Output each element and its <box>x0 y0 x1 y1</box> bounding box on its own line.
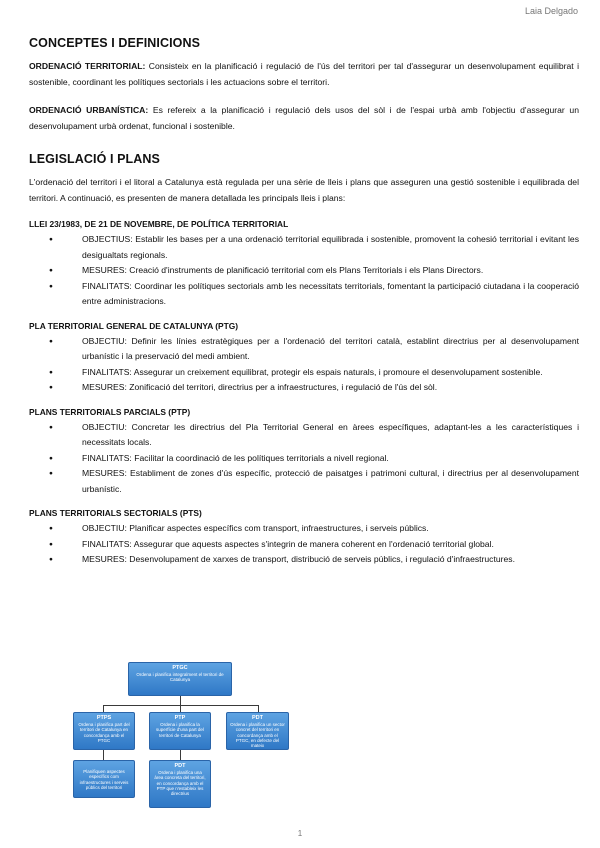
list-item: ● FINALITATS: Facilitar la coordinació de les polítiques territorials a nivell regional. <box>29 451 579 467</box>
document-body <box>29 36 579 568</box>
box-title: PDT <box>252 715 263 721</box>
term-label: ORDENACIÓ TERRITORIAL: <box>29 61 146 71</box>
law-item-list <box>29 334 579 396</box>
term-label: ORDENACIÓ URBANÍSTICA: <box>29 105 149 115</box>
list-item: ● FINALITATS: Coordinar les polítiques sectorials amb les necessitats territorials, fomentant la participació ciutadana i la cooperació entre administracions. <box>29 279 579 310</box>
box-text: Ordena i planifica la superfície d'una part del territori de Catalunya <box>156 722 204 738</box>
diagram-box-sectorial <box>73 760 135 798</box>
definition-urbanistic <box>29 103 579 134</box>
connector-line <box>103 750 104 760</box>
diagram-box-ptp <box>149 712 211 750</box>
connector-line <box>258 705 259 712</box>
law-block-pts <box>29 506 579 568</box>
list-item: ● MESURES: Creació d'instruments de planificació territorial com els Plans Territorials i els Plans Directors. <box>29 263 579 279</box>
list-item: ● FINALITATS: Assegurar un creixement equilibrat, protegir els espais naturals, i promoure el desenvolupament sostenible. <box>29 365 579 381</box>
law-title: PLA TERRITORIAL GENERAL DE CATALUNYA (PTG) <box>29 320 239 331</box>
list-item: ● MESURES: Desenvolupament de xarxes de transport, distribució de serveis públics, i regulació d'infraestructures. <box>29 552 579 568</box>
page-number: 1 <box>297 829 303 838</box>
law-item-list <box>29 420 579 498</box>
connector-line <box>180 705 181 712</box>
law-item-list <box>29 232 579 310</box>
box-text: Ordena i planifica part del territori de Catalunya en concordança amb el PTGC <box>78 722 130 743</box>
term-definition: Es refereix a la planificació i regulació dels usos del sòl i de l'espai urbà amb l'objectiu d'assegurar un desenvolupament urbà ordenat, funcional i sostenible. <box>29 105 579 131</box>
planning-hierarchy-diagram <box>73 662 289 810</box>
list-item: ● OBJECTIU: Planificar aspectes específics com transport, infraestructures, i serveis públics. <box>29 521 579 537</box>
box-title: PTGC <box>172 665 188 671</box>
box-text: Ordena i planifica una àrea concreta del territori, en concordança amb el PTP que n'estableix les directrius <box>154 770 206 797</box>
diagram-box-ptps <box>73 712 135 750</box>
list-item: ● MESURES: Zonificació del territori, directrius per a infraestructures, i regulació de l'ús del sòl. <box>29 380 579 396</box>
diagram-box-ptgc <box>128 662 232 696</box>
diagram-box-pdt-right <box>226 712 289 750</box>
law-block-llei-23-1983 <box>29 217 579 310</box>
definition-territorial <box>29 59 579 90</box>
author-name: Laia Delgado <box>524 6 578 16</box>
section-title-concepts: CONCEPTES I DEFINICIONS <box>29 36 201 50</box>
list-item: ● MESURES: Establiment de zones d'ús específic, protecció de paisatges i patrimoni cultural, i directrius per al desenvolupament urbanístic. <box>29 466 579 497</box>
law-title: PLANS TERRITORIALS SECTORIALS (PTS) <box>29 508 202 518</box>
list-item: ● OBJECTIU: Concretar les directrius del Pla Territorial General en àrees específiques, adaptant-les a les característiques i necessitats locals. <box>29 420 579 451</box>
law-item-list <box>29 521 579 568</box>
box-text: Ordena i planifica integralment el territori de Catalunya <box>136 672 224 683</box>
legislation-intro: L'ordenació del territori i el litoral a Catalunya està regulada per una sèrie de lleis i plans que asseguren una gestió sostenible i equilibrada del territori. A continuació, es presenten de manera detallada les principals lleis i plans: <box>29 177 579 203</box>
box-title: PDT <box>174 763 186 769</box>
box-title: PTPS <box>96 715 112 721</box>
list-item: ● OBJECTIU: Definir les línies estratègiques per a l'ordenació del territori català, establint directrius per al desenvolupament urbanístic i la preservació del medi ambient. <box>29 334 579 365</box>
list-item: ● FINALITATS: Assegurar que aquests aspectes s'integrin de manera coherent en l'ordenació territorial global. <box>29 537 579 553</box>
term-definition: Consisteix en la planificació i regulació de l'ús del territori per tal d'assegurar un desenvolupament equilibrat i sostenible, coordinant les polítiques sectorials i les actuacions sobre el territori. <box>29 61 579 87</box>
law-title: LLEI 23/1983, DE 21 DE NOVEMBRE, DE POLÍTICA TERRITORIAL <box>29 219 289 229</box>
list-item: ● OBJECTIUS: Establir les bases per a una ordenació territorial equilibrada i sostenible, promovent la cohesió territorial i evitant les desigualtats regionals. <box>29 232 579 263</box>
law-title: PLANS TERRITORIALS PARCIALS (PTP) <box>29 406 191 417</box>
law-block-ptp <box>29 405 579 498</box>
box-text: Ordena i planifica un sector concret del territori en concordança amb el PTGC, en defecte del mateix <box>230 722 285 749</box>
connector-line <box>180 696 181 705</box>
section-title-legislation: LEGISLACIÓ I PLANS <box>29 152 160 166</box>
connector-line <box>103 705 104 712</box>
box-text: Planifiquen aspectes específics com infraestructures i serveis públics del territori <box>79 769 129 790</box>
box-title: PTP <box>174 715 186 721</box>
law-block-ptg <box>29 319 579 396</box>
diagram-box-pdt-bottom <box>149 760 211 808</box>
connector-line <box>180 750 181 760</box>
